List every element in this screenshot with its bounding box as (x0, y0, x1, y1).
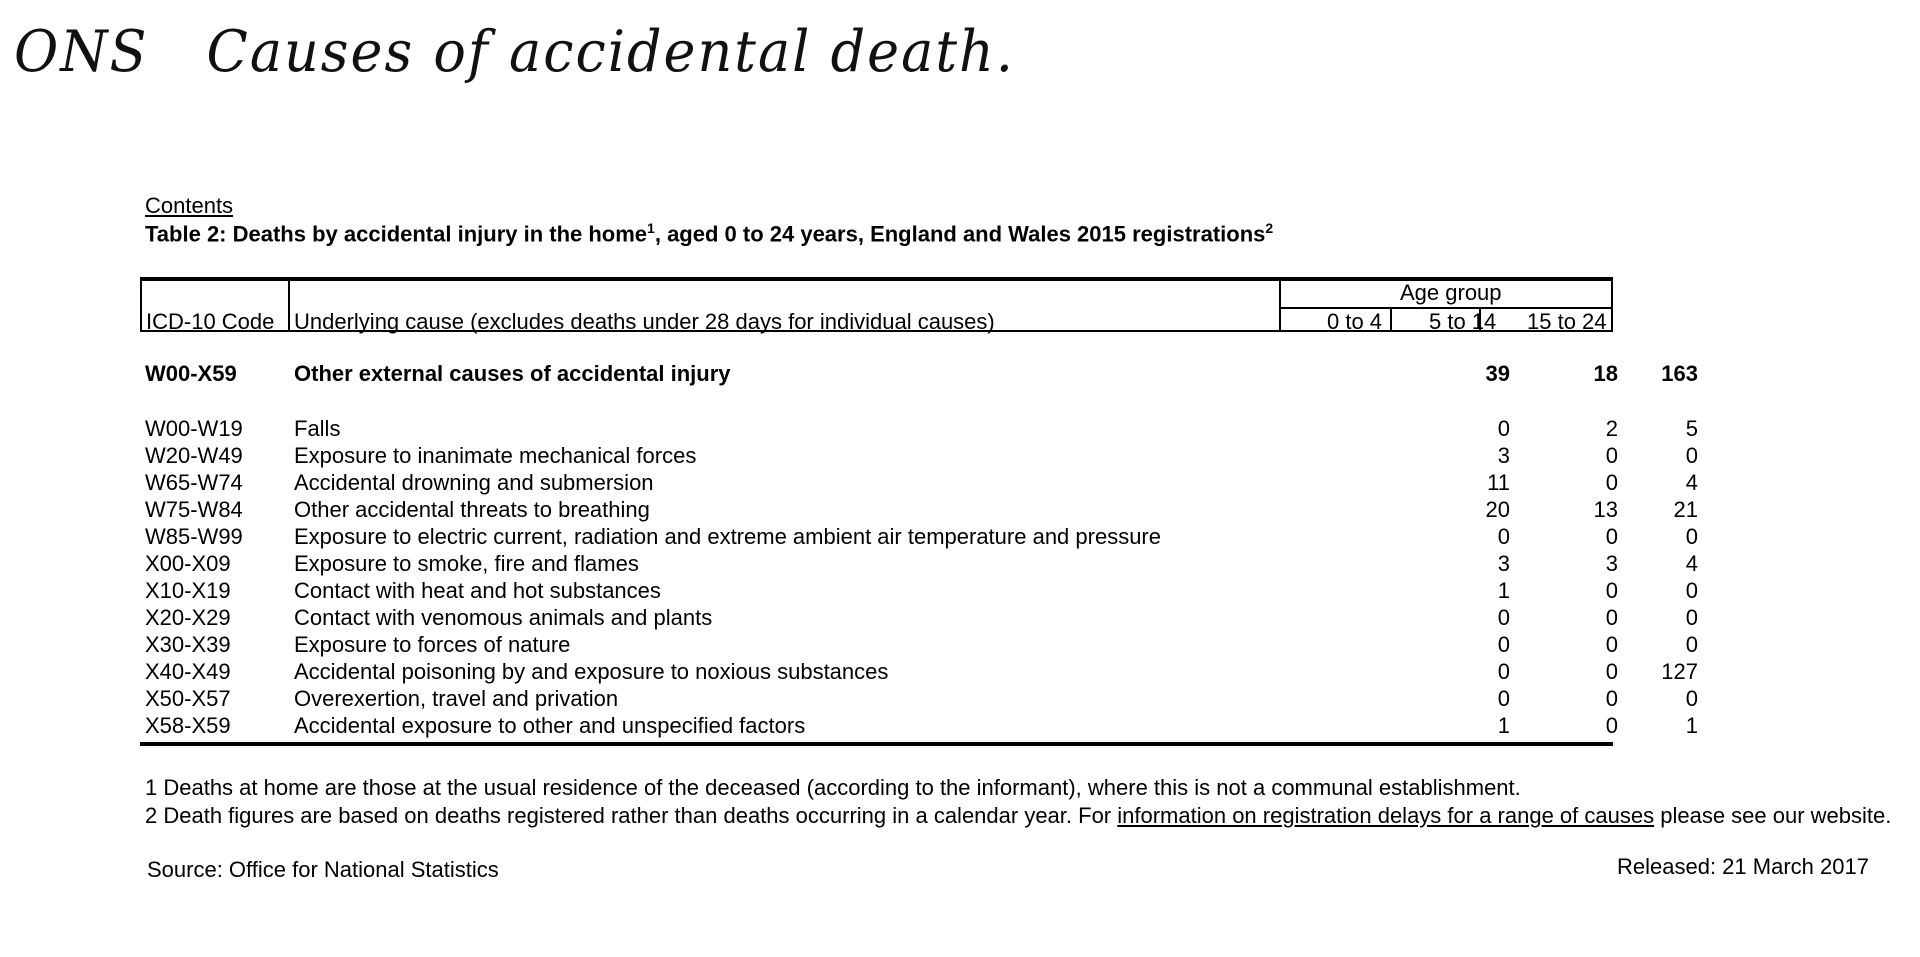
table-bottom-rule (140, 742, 1613, 746)
row-cause: Exposure to inanimate mechanical forces (294, 443, 697, 468)
row-code: X00-X09 (145, 551, 231, 576)
handwritten-note (14, 18, 1015, 84)
header-divider (1390, 309, 1392, 330)
table-row (145, 632, 1698, 660)
header-age-group: Age group (1400, 280, 1502, 305)
registration-delays-link[interactable]: information on registration delays for a range of causes (1117, 803, 1655, 828)
header-age-5-14: 5 to 14 (1429, 309, 1497, 334)
source-text: Source: Office for National Statistics (147, 857, 499, 882)
row-value-0-4: 39 (1485, 361, 1510, 386)
table-title (145, 220, 1273, 247)
handwritten-text: Causes of accidental death. (206, 18, 1015, 85)
row-cause: Other external causes of accidental injury (294, 361, 731, 386)
row-value-0-4: 0 (1497, 632, 1510, 657)
row-code: W20-W49 (145, 443, 243, 468)
release-date: Released: 21 March 2017 (1617, 854, 1869, 879)
row-value-15-24: 5 (1685, 416, 1698, 441)
row-cause: Accidental drowning and submersion (294, 470, 654, 495)
table-row (145, 497, 1698, 525)
table-title-text-a: Table 2: Deaths by accidental injury in the home (145, 221, 648, 247)
row-cause: Accidental poisoning by and exposure to noxious substances (294, 659, 889, 684)
row-value-15-24: 0 (1685, 632, 1698, 657)
row-code: X58-X59 (145, 713, 231, 738)
row-value-0-4: 3 (1497, 443, 1510, 468)
row-value-15-24: 4 (1685, 551, 1698, 576)
row-cause: Exposure to smoke, fire and flames (294, 551, 639, 576)
header-divider (1279, 281, 1281, 330)
footnote-ref-2: 2 (1265, 220, 1274, 236)
row-value-5-14: 0 (1605, 659, 1618, 684)
row-value-5-14: 3 (1605, 551, 1618, 576)
table-row (145, 416, 1698, 444)
row-code: X30-X39 (145, 632, 231, 657)
row-value-0-4: 11 (1487, 470, 1510, 495)
row-code: X10-X19 (145, 578, 231, 603)
row-code: W75-W84 (145, 497, 243, 522)
table-title-text-b: , aged 0 to 24 years, England and Wales 2015 registrations (654, 221, 1266, 247)
row-value-5-14: 0 (1605, 713, 1618, 738)
table-header (140, 277, 1613, 332)
row-cause: Accidental exposure to other and unspecified factors (294, 713, 806, 738)
row-code: X20-X29 (145, 605, 231, 630)
row-code: W00-W19 (145, 416, 243, 441)
row-code: W85-W99 (145, 524, 243, 549)
row-cause: Contact with heat and hot substances (294, 578, 661, 603)
row-value-0-4: 20 (1485, 497, 1510, 522)
row-value-0-4: 0 (1497, 524, 1510, 549)
table-row (145, 713, 1698, 741)
row-code: X40-X49 (145, 659, 231, 684)
row-value-5-14: 13 (1593, 497, 1618, 522)
row-value-5-14: 0 (1605, 578, 1618, 603)
footnote-2 (145, 802, 1891, 830)
row-value-15-24: 0 (1685, 524, 1698, 549)
row-cause: Overexertion, travel and privation (294, 686, 619, 711)
row-cause: Exposure to electric current, radiation and extreme ambient air temperature and pressure (294, 524, 1161, 549)
footnote-ref-1: 1 (647, 220, 655, 236)
row-value-0-4: 3 (1497, 551, 1510, 576)
row-cause: Contact with venomous animals and plants (294, 605, 713, 630)
footnote-2-suffix: please see our website. (1654, 803, 1892, 828)
row-value-15-24: 0 (1685, 605, 1698, 630)
row-code: W65-W74 (145, 470, 243, 495)
table-row (145, 605, 1698, 633)
row-value-15-24: 1 (1685, 713, 1698, 738)
row-value-15-24: 0 (1685, 686, 1698, 711)
table-row (145, 443, 1698, 471)
row-value-5-14: 0 (1605, 632, 1618, 657)
handwritten-prefix: ONS (14, 18, 149, 85)
row-value-5-14: 0 (1605, 605, 1618, 630)
header-age-0-4: 0 to 4 (1327, 309, 1383, 334)
row-code: W00-X59 (145, 361, 237, 386)
row-cause: Exposure to forces of nature (294, 632, 571, 657)
row-value-5-14: 0 (1605, 524, 1618, 549)
table-row (145, 524, 1698, 552)
table-row (145, 578, 1698, 606)
table-row (145, 686, 1698, 714)
row-value-0-4: 0 (1497, 659, 1510, 684)
row-value-15-24: 21 (1673, 497, 1698, 522)
row-value-0-4: 1 (1497, 713, 1510, 738)
footnote-2-text: 2 Death figures are based on deaths registered rather than deaths occurring in a calendar year. For (145, 803, 1118, 828)
row-value-15-24: 0 (1685, 578, 1698, 603)
header-age-15-24: 15 to 24 (1527, 309, 1607, 334)
row-value-5-14: 0 (1605, 443, 1618, 468)
footnotes (145, 774, 1891, 830)
table-row (145, 551, 1698, 579)
row-value-0-4: 1 (1497, 578, 1510, 603)
row-value-15-24: 163 (1661, 361, 1698, 386)
row-value-15-24: 127 (1661, 659, 1698, 684)
contents-link[interactable]: Contents (145, 193, 234, 218)
table-row (145, 659, 1698, 687)
row-value-0-4: 0 (1497, 686, 1510, 711)
row-value-5-14: 0 (1605, 470, 1618, 495)
table-row (145, 470, 1698, 498)
row-value-15-24: 4 (1685, 470, 1698, 495)
row-value-0-4: 0 (1497, 416, 1510, 441)
table-row-total (145, 361, 1698, 389)
row-value-0-4: 0 (1497, 605, 1510, 630)
header-code: ICD-10 Code (146, 309, 275, 334)
header-cause: Underlying cause (excludes deaths under 28 days for individual causes) (294, 309, 995, 334)
row-value-5-14: 2 (1605, 416, 1618, 441)
row-cause: Other accidental threats to breathing (294, 497, 650, 522)
row-code: X50-X57 (145, 686, 231, 711)
row-value-5-14: 0 (1605, 686, 1618, 711)
row-cause: Falls (294, 416, 341, 441)
row-value-5-14: 18 (1593, 361, 1618, 386)
row-value-15-24: 0 (1685, 443, 1698, 468)
header-divider (288, 281, 290, 330)
footnote-1: 1 Deaths at home are those at the usual residence of the deceased (according to the informant), where this is not a communal establishment. (145, 775, 1521, 800)
